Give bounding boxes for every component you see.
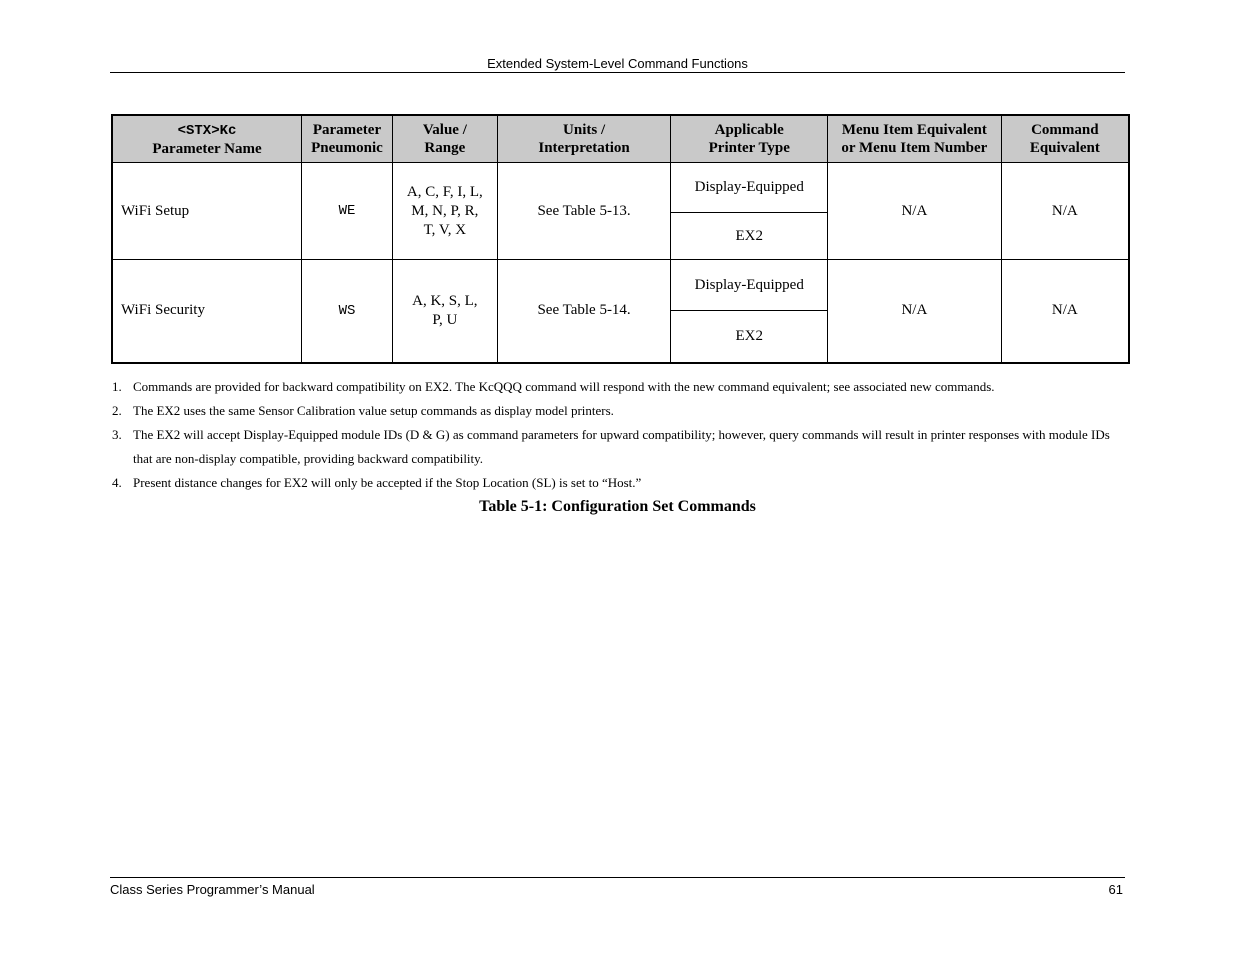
printer-type-cell: EX2 <box>671 213 828 260</box>
note-text: Commands are provided for backward compatibility on EX2. The KcQQQ command will respond with the new command equivalent; see associated new commands. <box>133 379 995 394</box>
table-notes <box>112 375 1124 495</box>
printer-type-cell: Display-Equipped <box>671 260 828 311</box>
units-cell: See Table 5-14. <box>497 260 671 363</box>
table-row <box>112 163 1129 213</box>
footer-manual-title: Class Series Programmer’s Manual <box>110 882 315 897</box>
printer-type-cell: EX2 <box>671 311 828 363</box>
pneumonic-cell: WE <box>302 163 393 260</box>
pneumonic-cell: WS <box>302 260 393 363</box>
column-header-command-equivalent: Command Equivalent <box>1001 115 1129 163</box>
command-equivalent-cell: N/A <box>1001 260 1129 363</box>
configuration-set-commands-table <box>111 114 1130 364</box>
footer-divider <box>110 877 1125 878</box>
column-header-value-range: Value / Range <box>392 115 497 163</box>
note-number: 2. <box>112 403 122 418</box>
column-header-parameter-name: <STX>Kc Parameter Name <box>112 115 302 163</box>
value-range-cell: A, C, F, I, L, M, N, P, R, T, V, X <box>392 163 497 260</box>
table-header-row <box>112 115 1129 163</box>
column-header-menu-item: Menu Item Equivalent or Menu Item Number <box>828 115 1002 163</box>
column-header-units: Units / Interpretation <box>497 115 671 163</box>
note-number: 3. <box>112 427 122 442</box>
note-text: The EX2 will accept Display-Equipped module IDs (D & G) as command parameters for upward compatibility; however, query commands will result in printer responses with module IDs that are non-display compatible, providing backward compatibility. <box>133 427 1110 466</box>
menu-item-cell: N/A <box>828 260 1002 363</box>
note-text: Present distance changes for EX2 will only be accepted if the Stop Location (SL) is set to “Host.” <box>133 475 642 490</box>
note-number: 4. <box>112 475 122 490</box>
note-item <box>112 423 1124 471</box>
command-equivalent-cell: N/A <box>1001 163 1129 260</box>
table-caption: Table 5-1: Configuration Set Commands <box>479 498 756 515</box>
note-item <box>112 375 1124 399</box>
parameter-name-cell: WiFi Setup <box>112 163 302 260</box>
note-text: The EX2 uses the same Sensor Calibration value setup commands as display model printers. <box>133 403 614 418</box>
column-header-printer-type: Applicable Printer Type <box>671 115 828 163</box>
page-header-title: Extended System-Level Command Functions <box>487 56 748 71</box>
printer-type-cell: Display-Equipped <box>671 163 828 213</box>
table-row <box>112 260 1129 311</box>
header-divider <box>110 72 1125 73</box>
note-item <box>112 399 1124 423</box>
units-cell: See Table 5-13. <box>497 163 671 260</box>
parameter-name-cell: WiFi Security <box>112 260 302 363</box>
column-header-pneumonic: Parameter Pneumonic <box>302 115 393 163</box>
menu-item-cell: N/A <box>828 163 1002 260</box>
note-item <box>112 471 1124 495</box>
note-number: 1. <box>112 379 122 394</box>
page-number: 61 <box>1108 882 1123 897</box>
value-range-cell: A, K, S, L, P, U <box>392 260 497 363</box>
